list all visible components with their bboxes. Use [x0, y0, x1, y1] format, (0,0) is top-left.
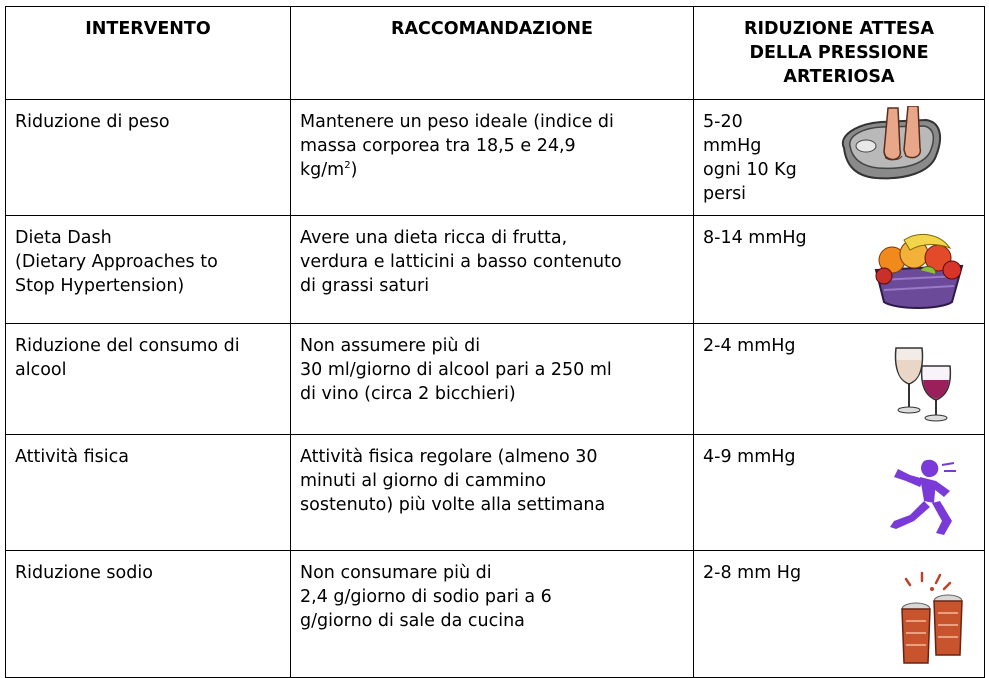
cell-intervento [6, 100, 291, 216]
cell-text: Riduzione di peso [15, 112, 170, 132]
running-figure-icon [880, 455, 960, 537]
cell-text: massa corporea tra 18,5 e 24,9 [300, 136, 576, 156]
cell-text: Riduzione sodio [15, 563, 153, 583]
cell-riduzione [694, 216, 985, 324]
table-row [6, 216, 985, 324]
header-riduzione-line: DELLA PRESSIONE [749, 43, 929, 63]
cell-raccomandazione [291, 216, 694, 324]
cell-text: di grassi saturi [300, 276, 430, 296]
superscript: 2 [344, 160, 351, 172]
header-raccomandazione: RACCOMANDAZIONE [291, 7, 694, 100]
header-riduzione-line: RIDUZIONE ATTESA [743, 19, 935, 39]
cell-text: 2-4 mmHg [703, 336, 796, 356]
cell-raccomandazione [291, 551, 694, 678]
cell-text: Stop Hypertension) [15, 276, 185, 296]
cell-raccomandazione [291, 324, 694, 435]
cell-text: 2-8 mm Hg [703, 563, 802, 583]
cell-raccomandazione [291, 435, 694, 551]
cell-text: Attività fisica [15, 447, 129, 467]
cell-text: Dieta Dash [15, 228, 112, 248]
header-riduzione-line: ARTERIOSA [783, 67, 895, 87]
cell-intervento [6, 324, 291, 435]
cell-text: Attività fisica regolare (almeno 30 [300, 447, 598, 467]
cell-text: Avere una dieta ricca di frutta, [300, 228, 568, 248]
cell-riduzione [694, 100, 985, 216]
cell-text: Non assumere più di [300, 336, 481, 356]
header-riduzione [694, 7, 985, 100]
cell-text: verdura e latticini a basso contenuto [300, 252, 622, 272]
header-intervento: INTERVENTO [6, 7, 291, 100]
bathroom-scale-icon [836, 106, 946, 186]
table-row [6, 551, 985, 678]
cell-text: minuti al giorno di cammino [300, 471, 547, 491]
cell-text: persi [703, 184, 747, 204]
cell-text [300, 158, 684, 182]
cell-text: di vino (circa 2 bicchieri) [300, 384, 516, 404]
cell-text: Non consumare più di [300, 563, 492, 583]
cell-text: 2,4 g/giorno di sodio pari a 6 [300, 587, 552, 607]
cell-intervento [6, 551, 291, 678]
fruit-basket-icon [870, 230, 968, 312]
cell-text: ogni 10 Kg [703, 160, 797, 180]
cell-text: sostenuto) più volte alla settimana [300, 495, 606, 515]
unit-text: kg/m [300, 160, 345, 180]
unit-close: ) [350, 160, 358, 180]
salt-shakers-icon [892, 569, 972, 669]
cell-text: 8-14 mmHg [703, 228, 807, 248]
cell-text: g/giorno di sale da cucina [300, 611, 525, 631]
cell-text: alcool [15, 360, 67, 380]
cell-riduzione [694, 435, 985, 551]
cell-raccomandazione [291, 100, 694, 216]
table-row [6, 324, 985, 435]
cell-text: mmHg [703, 136, 762, 156]
table-row [6, 100, 985, 216]
cell-text: Mantenere un peso ideale (indice di [300, 112, 614, 132]
cell-intervento [6, 216, 291, 324]
hypertension-table [5, 6, 985, 678]
cell-text: Riduzione del consumo di [15, 336, 240, 356]
cell-text: 30 ml/giorno di alcool pari a 250 ml [300, 360, 612, 380]
cell-riduzione [694, 324, 985, 435]
cell-text: 4-9 mmHg [703, 447, 796, 467]
wine-glasses-icon [892, 344, 954, 422]
table-header-row [6, 7, 985, 100]
table-row [6, 435, 985, 551]
cell-riduzione [694, 551, 985, 678]
cell-intervento [6, 435, 291, 551]
cell-text: 5-20 [703, 112, 743, 132]
cell-text: (Dietary Approaches to [15, 252, 218, 272]
